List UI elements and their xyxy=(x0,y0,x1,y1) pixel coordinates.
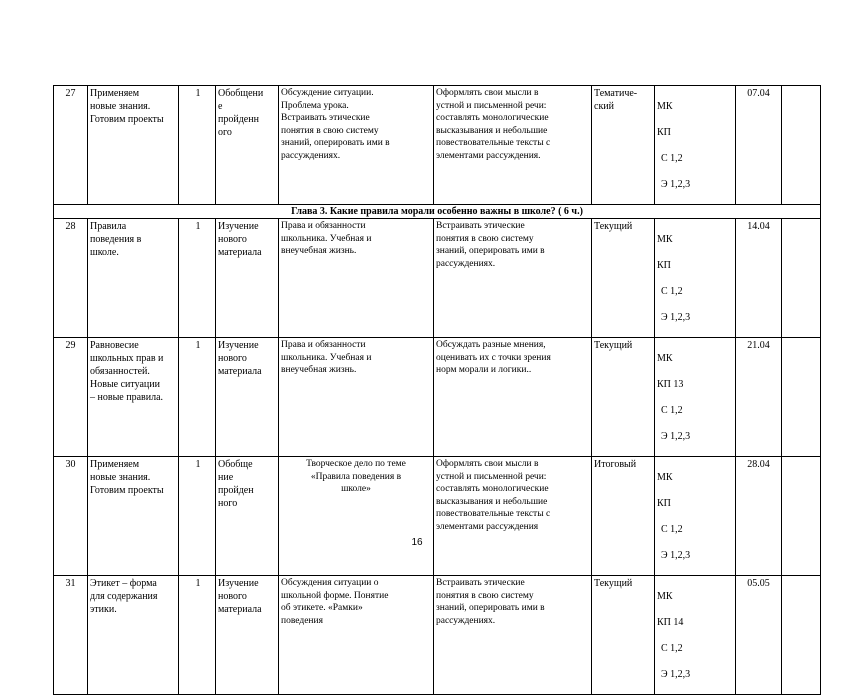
lesson-content: Права и обязанности школьника. Учебная и внеучебная жизнь. xyxy=(279,338,434,457)
lesson-number: 28 xyxy=(54,219,88,338)
chapter-row xyxy=(54,205,821,219)
control-line: С 1,2 xyxy=(661,405,683,416)
control-forms xyxy=(655,576,736,695)
control-line: Э 1,2,3 xyxy=(661,179,691,190)
control-line: МК xyxy=(657,101,673,112)
lesson-note xyxy=(782,338,821,457)
table-row xyxy=(54,86,821,205)
table-row xyxy=(54,576,821,695)
lesson-note xyxy=(782,457,821,576)
lesson-content: Обсуждения ситуации о школьной форме. Понятие об этикете. «Рамки» поведения xyxy=(279,576,434,695)
lesson-activities: Встраивать этические понятия в свою систему знаний, оперировать ими в рассуждениях. xyxy=(434,576,592,695)
lesson-topic: Этикет – форма для содержания этики. xyxy=(88,576,179,695)
lesson-topic: Правила поведения в школе. xyxy=(88,219,179,338)
lesson-date: 07.04 xyxy=(736,86,782,205)
control-forms xyxy=(655,457,736,576)
lesson-number: 29 xyxy=(54,338,88,457)
lesson-type: Обобще ние пройден ного xyxy=(216,457,279,576)
control-line: КП xyxy=(657,127,671,138)
lesson-date: 28.04 xyxy=(736,457,782,576)
table-row xyxy=(54,457,821,576)
control-line: КП 14 xyxy=(657,617,684,628)
lesson-type: Изучение нового материала xyxy=(216,219,279,338)
lesson-date: 14.04 xyxy=(736,219,782,338)
lesson-type: Изучение нового материала xyxy=(216,576,279,695)
lesson-content: Обсуждение ситуации. Проблема урока. Встраивать этические понятия в свою систему знаний, оперировать ими в рассуждениях. xyxy=(279,86,434,205)
control-line: Э 1,2,3 xyxy=(661,312,691,323)
lesson-content: Творческое дело по теме «Правила поведения в школе» xyxy=(279,457,434,576)
control-line: КП xyxy=(657,498,671,509)
lesson-topic: Равновесие школьных прав и обязанностей. Новые ситуации – новые правила. xyxy=(88,338,179,457)
lesson-number: 31 xyxy=(54,576,88,695)
lesson-activities: Оформлять свои мысли в устной и письменной речи: составлять монологические высказывания и небольшие повествовательные тексты с элементами рассуждения xyxy=(434,457,592,576)
control-type: Текущий xyxy=(592,576,655,695)
control-forms xyxy=(655,219,736,338)
control-line: МК xyxy=(657,472,673,483)
lesson-type: Обобщени е пройденн ого xyxy=(216,86,279,205)
lesson-type: Изучение нового материала xyxy=(216,338,279,457)
control-line: КП 13 xyxy=(657,379,684,390)
lesson-number: 27 xyxy=(54,86,88,205)
lesson-hours: 1 xyxy=(179,457,216,576)
control-type: Текущий xyxy=(592,338,655,457)
chapter-heading: Глава 3. Какие правила морали особенно важны в школе? ( 6 ч.) xyxy=(54,205,821,219)
lesson-activities: Оформлять свои мысли в устной и письменной речи: составлять монологические высказывания и небольшие повествовательные тексты с элементами рассуждения. xyxy=(434,86,592,205)
control-line: МК xyxy=(657,591,673,602)
lesson-activities: Обсуждать разные мнения, оценивать их с точки зрения норм морали и логики.. xyxy=(434,338,592,457)
lesson-hours: 1 xyxy=(179,576,216,695)
control-line: Э 1,2,3 xyxy=(661,550,691,561)
control-line: Э 1,2,3 xyxy=(661,431,691,442)
control-line: С 1,2 xyxy=(661,286,683,297)
page-number: 16 xyxy=(411,537,423,548)
lesson-hours: 1 xyxy=(179,338,216,457)
lesson-date: 21.04 xyxy=(736,338,782,457)
table-row xyxy=(54,338,821,457)
lesson-plan-table xyxy=(53,85,821,695)
control-line: С 1,2 xyxy=(661,524,683,535)
control-line: МК xyxy=(657,234,673,245)
control-line: С 1,2 xyxy=(661,643,683,654)
lesson-activities: Встраивать этические понятия в свою систему знаний, оперировать ими в рассуждениях. xyxy=(434,219,592,338)
lesson-note xyxy=(782,219,821,338)
table-row xyxy=(54,219,821,338)
lesson-note xyxy=(782,86,821,205)
control-forms xyxy=(655,86,736,205)
lesson-number: 30 xyxy=(54,457,88,576)
control-line: КП xyxy=(657,260,671,271)
lesson-content: Права и обязанности школьника. Учебная и внеучебная жизнь. xyxy=(279,219,434,338)
control-type: Тематиче- ский xyxy=(592,86,655,205)
control-line: Э 1,2,3 xyxy=(661,669,691,680)
lesson-topic: Применяем новые знания. Готовим проекты xyxy=(88,457,179,576)
control-type: Итоговый xyxy=(592,457,655,576)
lesson-date: 05.05 xyxy=(736,576,782,695)
control-line: МК xyxy=(657,353,673,364)
lesson-hours: 1 xyxy=(179,219,216,338)
control-type: Текущий xyxy=(592,219,655,338)
lesson-hours: 1 xyxy=(179,86,216,205)
control-forms xyxy=(655,338,736,457)
lesson-note xyxy=(782,576,821,695)
lesson-topic: Применяем новые знания. Готовим проекты xyxy=(88,86,179,205)
control-line: С 1,2 xyxy=(661,153,683,164)
